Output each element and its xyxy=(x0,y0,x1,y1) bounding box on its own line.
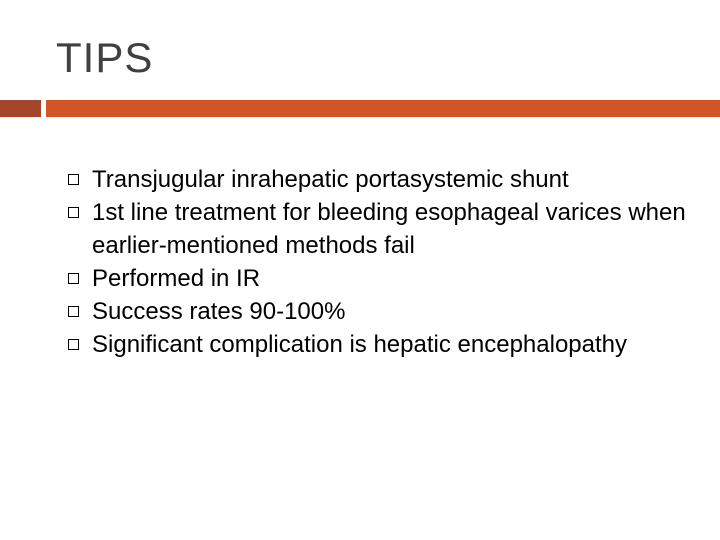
bullet-item xyxy=(62,262,702,295)
bullet-text: 1st line treatment for bleeding esophageal varices when earlier-mentioned methods fail xyxy=(92,199,686,259)
bullet-text: Transjugular inrahepatic portasystemic shunt xyxy=(92,166,569,193)
hollow-square-icon xyxy=(68,207,79,218)
accent-bar-left xyxy=(0,100,41,117)
hollow-square-icon xyxy=(68,339,79,350)
bullet-text: Significant complication is hepatic encephalopathy xyxy=(92,331,627,358)
bullet-item xyxy=(62,163,702,196)
hollow-square-icon xyxy=(68,306,79,317)
bullet-text: Performed in IR xyxy=(92,265,261,292)
bullet-item xyxy=(62,328,702,361)
accent-bar-right xyxy=(46,100,720,117)
slide-title: TIPS xyxy=(56,34,154,81)
bullet-item xyxy=(62,295,702,328)
bullet-item xyxy=(62,196,702,262)
bullet-list xyxy=(62,163,702,361)
bullet-text: Success rates 90-100% xyxy=(92,298,346,325)
hollow-square-icon xyxy=(68,273,79,284)
hollow-square-icon xyxy=(68,174,79,185)
